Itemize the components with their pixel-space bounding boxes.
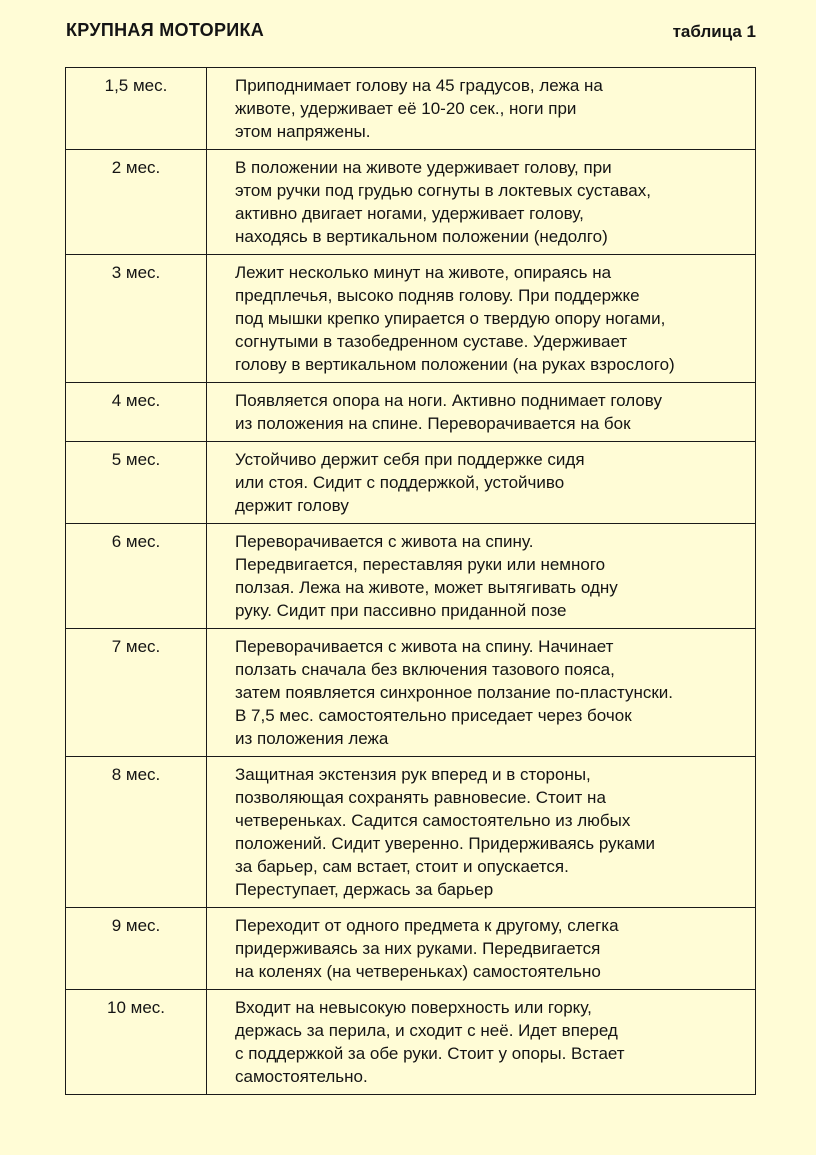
description-line: Защитная экстензия рук вперед и в стороны, <box>235 765 591 784</box>
description-line: Появляется опора на ноги. Активно поднимает голову <box>235 391 662 410</box>
description-line: из положения лежа <box>235 729 389 748</box>
motor-skills-table <box>65 67 756 1095</box>
description-line: самостоятельно. <box>235 1067 368 1086</box>
description-line: четвереньках. Садится самостоятельно из любых <box>235 811 631 830</box>
age-cell: 9 мес. <box>66 908 207 990</box>
table-row <box>66 629 756 757</box>
table-label: таблица 1 <box>672 22 756 41</box>
description-line: затем появляется синхронное ползание по-пластунски. <box>235 683 674 702</box>
description-line: предплечья, высоко подняв голову. При поддержке <box>235 286 640 305</box>
description-line: этом ручки под грудью согнуты в локтевых суставах, <box>235 181 651 200</box>
description-line: руку. Сидит при пассивно приданной позе <box>235 601 567 620</box>
age-cell: 5 мес. <box>66 442 207 524</box>
description-cell <box>207 150 756 255</box>
description-line: Лежит несколько минут на животе, опираясь на <box>235 263 612 282</box>
age-cell: 8 мес. <box>66 757 207 908</box>
description-line: Передвигается, переставляя руки или немного <box>235 555 606 574</box>
description-line: на коленях (на четвереньках) самостоятельно <box>235 962 601 981</box>
description-cell <box>207 629 756 757</box>
description-line: держит голову <box>235 496 349 515</box>
description-line: Входит на невысокую поверхность или горку, <box>235 998 592 1017</box>
description-line: ползать сначала без включения тазового пояса, <box>235 660 615 679</box>
description-line: Переворачивается с живота на спину. <box>235 532 534 551</box>
description-line: Устойчиво держит себя при поддержке сидя <box>235 450 585 469</box>
table-row <box>66 68 756 150</box>
description-cell <box>207 442 756 524</box>
table-row <box>66 524 756 629</box>
table-row <box>66 908 756 990</box>
description-line: позволяющая сохранять равновесие. Стоит на <box>235 788 606 807</box>
age-cell: 6 мес. <box>66 524 207 629</box>
description-line: Переступает, держась за барьер <box>235 880 494 899</box>
table-body <box>66 68 756 1095</box>
table-row <box>66 757 756 908</box>
table-row <box>66 383 756 442</box>
description-line: под мышки крепко упирается о твердую опору ногами, <box>235 309 666 328</box>
description-line: согнутыми в тазобедренном суставе. Удерживает <box>235 332 628 351</box>
age-cell: 2 мес. <box>66 150 207 255</box>
description-cell <box>207 524 756 629</box>
age-cell: 3 мес. <box>66 255 207 383</box>
description-line: В 7,5 мес. самостоятельно приседает через бочок <box>235 706 632 725</box>
description-line: Переворачивается с живота на спину. Начинает <box>235 637 614 656</box>
description-line: находясь в вертикальном положении (недолго) <box>235 227 608 246</box>
description-line: придерживаясь за них руками. Передвигается <box>235 939 601 958</box>
description-cell <box>207 990 756 1095</box>
age-cell: 4 мес. <box>66 383 207 442</box>
description-line: держась за перила, и сходит с неё. Идет вперед <box>235 1021 618 1040</box>
description-line: положений. Сидит уверенно. Придерживаясь руками <box>235 834 656 853</box>
age-cell: 7 мес. <box>66 629 207 757</box>
description-cell <box>207 908 756 990</box>
description-line: или стоя. Сидит с поддержкой, устойчиво <box>235 473 565 492</box>
description-line: этом напряжены. <box>235 122 371 141</box>
description-line: из положения на спине. Переворачивается на бок <box>235 414 631 433</box>
table-row <box>66 255 756 383</box>
description-line: ползая. Лежа на животе, может вытягивать одну <box>235 578 618 597</box>
description-line: за барьер, сам встает, стоит и опускается. <box>235 857 569 876</box>
description-line: Приподнимает голову на 45 градусов, лежа на <box>235 76 603 95</box>
page-title: КРУПНАЯ МОТОРИКА <box>66 20 265 40</box>
description-cell <box>207 757 756 908</box>
description-line: Переходит от одного предмета к другому, слегка <box>235 916 619 935</box>
description-line: активно двигает ногами, удерживает голову, <box>235 204 584 223</box>
description-line: В положении на животе удерживает голову, при <box>235 158 612 177</box>
description-cell <box>207 68 756 150</box>
description-line: голову в вертикальном положении (на руках взрослого) <box>235 355 675 374</box>
description-cell <box>207 255 756 383</box>
description-line: с поддержкой за обе руки. Стоит у опоры. Встает <box>235 1044 625 1063</box>
description-cell <box>207 383 756 442</box>
table-row <box>66 990 756 1095</box>
table-row <box>66 442 756 524</box>
description-line: животе, удерживает её 10-20 сек., ноги при <box>235 99 577 118</box>
age-cell: 10 мес. <box>66 990 207 1095</box>
table-row <box>66 150 756 255</box>
age-cell: 1,5 мес. <box>66 68 207 150</box>
